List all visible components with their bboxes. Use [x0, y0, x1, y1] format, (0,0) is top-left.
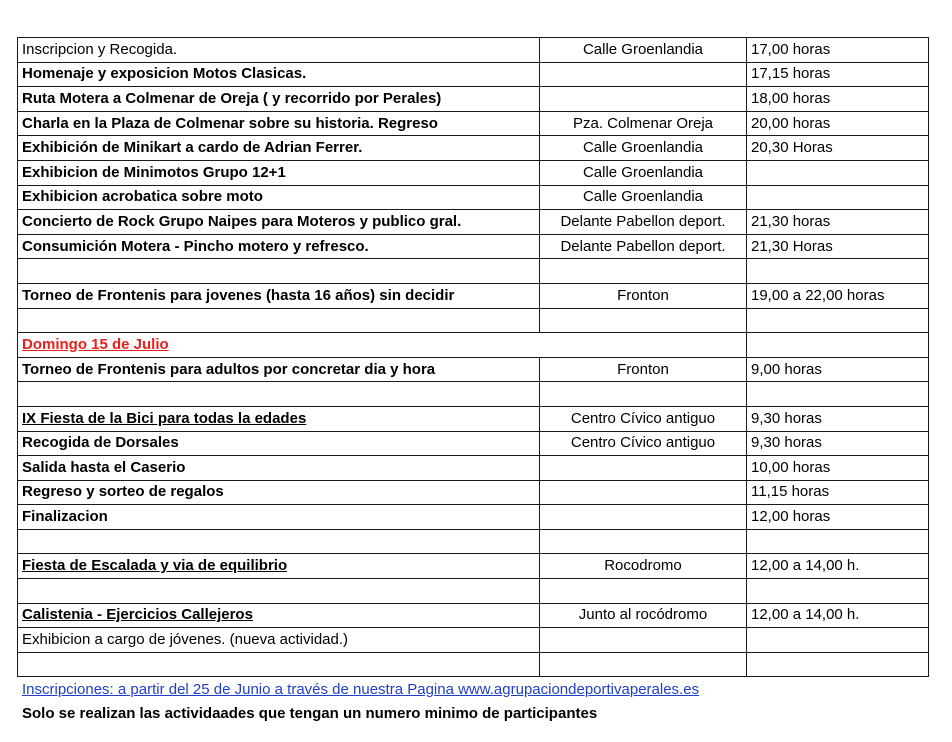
cell-place	[540, 382, 747, 407]
schedule-row	[18, 210, 929, 235]
cell-activity: IX Fiesta de la Bici para todas la edades	[18, 406, 540, 431]
schedule-row	[18, 38, 929, 63]
cell-activity: Salida hasta el Caserio	[18, 456, 540, 481]
cell-time: 19,00 a 22,00 horas	[747, 283, 929, 308]
cell-time: 9,00 horas	[747, 357, 929, 382]
cell-time: 9,30 horas	[747, 431, 929, 456]
cell-time: 20,00 horas	[747, 111, 929, 136]
cell-activity: Exhibicion de Minimotos Grupo 12+1	[18, 160, 540, 185]
schedule-row	[18, 185, 929, 210]
schedule-row	[18, 480, 929, 505]
cell-time	[747, 185, 929, 210]
cell-place	[540, 628, 747, 653]
cell-activity: Ruta Motera a Colmenar de Oreja ( y recorrido por Perales)	[18, 87, 540, 112]
cell-place: Calle Groenlandia	[540, 38, 747, 63]
schedule-row	[18, 529, 929, 554]
cell-activity: Regreso y sorteo de regalos	[18, 480, 540, 505]
cell-time	[747, 333, 929, 358]
cell-place: Fronton	[540, 283, 747, 308]
cell-place: Calle Groenlandia	[540, 185, 747, 210]
cell-place: Rocodromo	[540, 554, 747, 579]
cell-place: Fronton	[540, 357, 747, 382]
cell-activity	[18, 308, 540, 333]
cell-place	[540, 456, 747, 481]
cell-time: 21,30 horas	[747, 210, 929, 235]
cell-place	[540, 480, 747, 505]
cell-activity: Concierto de Rock Grupo Naipes para Moteros y publico gral.	[18, 210, 540, 235]
schedule-row	[18, 308, 929, 333]
cell-activity: Consumición Motera - Pincho motero y refresco.	[18, 234, 540, 259]
cell-place	[540, 333, 747, 358]
cell-time	[747, 382, 929, 407]
schedule-row	[18, 456, 929, 481]
cell-time	[747, 259, 929, 284]
schedule-row	[18, 603, 929, 628]
cell-place	[540, 308, 747, 333]
cell-activity: Torneo de Frontenis para adultos por concretar dia y hora	[18, 357, 540, 382]
cell-time	[747, 160, 929, 185]
schedule-table-body	[18, 38, 929, 677]
cell-place	[540, 87, 747, 112]
schedule-row	[18, 111, 929, 136]
cell-time	[747, 308, 929, 333]
cell-activity: Domingo 15 de Julio	[18, 333, 540, 358]
cell-time: 9,30 horas	[747, 406, 929, 431]
cell-activity: Calistenia - Ejercicios Callejeros	[18, 603, 540, 628]
schedule-row	[18, 652, 929, 677]
cell-place: Calle Groenlandia	[540, 136, 747, 161]
cell-place	[540, 529, 747, 554]
cell-activity: Exhibición de Minikart a cardo de Adrian Ferrer.	[18, 136, 540, 161]
cell-place	[540, 259, 747, 284]
cell-activity	[18, 382, 540, 407]
cell-place: Delante Pabellon deport.	[540, 234, 747, 259]
cell-activity: Fiesta de Escalada y via de equilibrio	[18, 554, 540, 579]
schedule-row	[18, 628, 929, 653]
cell-time: 12,00 a 14,00 h.	[747, 603, 929, 628]
cell-time: 21,30 Horas	[747, 234, 929, 259]
cell-place: Delante Pabellon deport.	[540, 210, 747, 235]
cell-activity: Finalizacion	[18, 505, 540, 530]
schedule-row	[18, 579, 929, 604]
cell-time	[747, 628, 929, 653]
cell-place: Pza. Colmenar Oreja	[540, 111, 747, 136]
cell-place: Centro Cívico antiguo	[540, 406, 747, 431]
cell-place: Junto al rocódromo	[540, 603, 747, 628]
cell-place	[540, 505, 747, 530]
cell-activity	[18, 529, 540, 554]
schedule-row	[18, 431, 929, 456]
cell-time: 12,00 a 14,00 h.	[747, 554, 929, 579]
registration-link[interactable]: Inscripciones: a partir del 25 de Junio a través de nuestra Pagina www.agrupaciondeportivaperales.es	[22, 681, 700, 698]
schedule-row	[18, 62, 929, 87]
cell-activity	[18, 259, 540, 284]
schedule-row	[18, 234, 929, 259]
minimum-participants-note: Solo se realizan las actividaades que tengan un numero minimo de participantes	[22, 705, 598, 722]
cell-time	[747, 529, 929, 554]
cell-time	[747, 579, 929, 604]
schedule-row	[18, 382, 929, 407]
cell-place	[540, 652, 747, 677]
schedule-row	[18, 136, 929, 161]
cell-activity	[18, 579, 540, 604]
schedule-row	[18, 357, 929, 382]
cell-activity: Homenaje y exposicion Motos Clasicas.	[18, 62, 540, 87]
cell-place: Centro Cívico antiguo	[540, 431, 747, 456]
cell-place	[540, 579, 747, 604]
cell-time: 20,30 Horas	[747, 136, 929, 161]
cell-time	[747, 652, 929, 677]
cell-place: Calle Groenlandia	[540, 160, 747, 185]
schedule-table	[17, 37, 929, 677]
cell-time: 11,15 horas	[747, 480, 929, 505]
schedule-row	[18, 259, 929, 284]
schedule-row	[18, 87, 929, 112]
cell-time: 10,00 horas	[747, 456, 929, 481]
cell-time: 17,15 horas	[747, 62, 929, 87]
cell-time: 18,00 horas	[747, 87, 929, 112]
cell-activity: Exhibicion acrobatica sobre moto	[18, 185, 540, 210]
cell-place	[540, 62, 747, 87]
cell-time: 17,00 horas	[747, 38, 929, 63]
cell-activity	[18, 652, 540, 677]
schedule-row	[18, 554, 929, 579]
schedule-row	[18, 406, 929, 431]
cell-activity: Inscripcion y Recogida.	[18, 38, 540, 63]
schedule-row	[18, 283, 929, 308]
cell-activity: Recogida de Dorsales	[18, 431, 540, 456]
cell-activity: Exhibicion a cargo de jóvenes. (nueva actividad.)	[18, 628, 540, 653]
schedule-row	[18, 160, 929, 185]
cell-activity: Torneo de Frontenis para jovenes (hasta 16 años) sin decidir	[18, 283, 540, 308]
schedule-row	[18, 505, 929, 530]
cell-time: 12,00 horas	[747, 505, 929, 530]
section-header-row	[18, 333, 929, 358]
cell-activity: Charla en la Plaza de Colmenar sobre su historia. Regreso	[18, 111, 540, 136]
